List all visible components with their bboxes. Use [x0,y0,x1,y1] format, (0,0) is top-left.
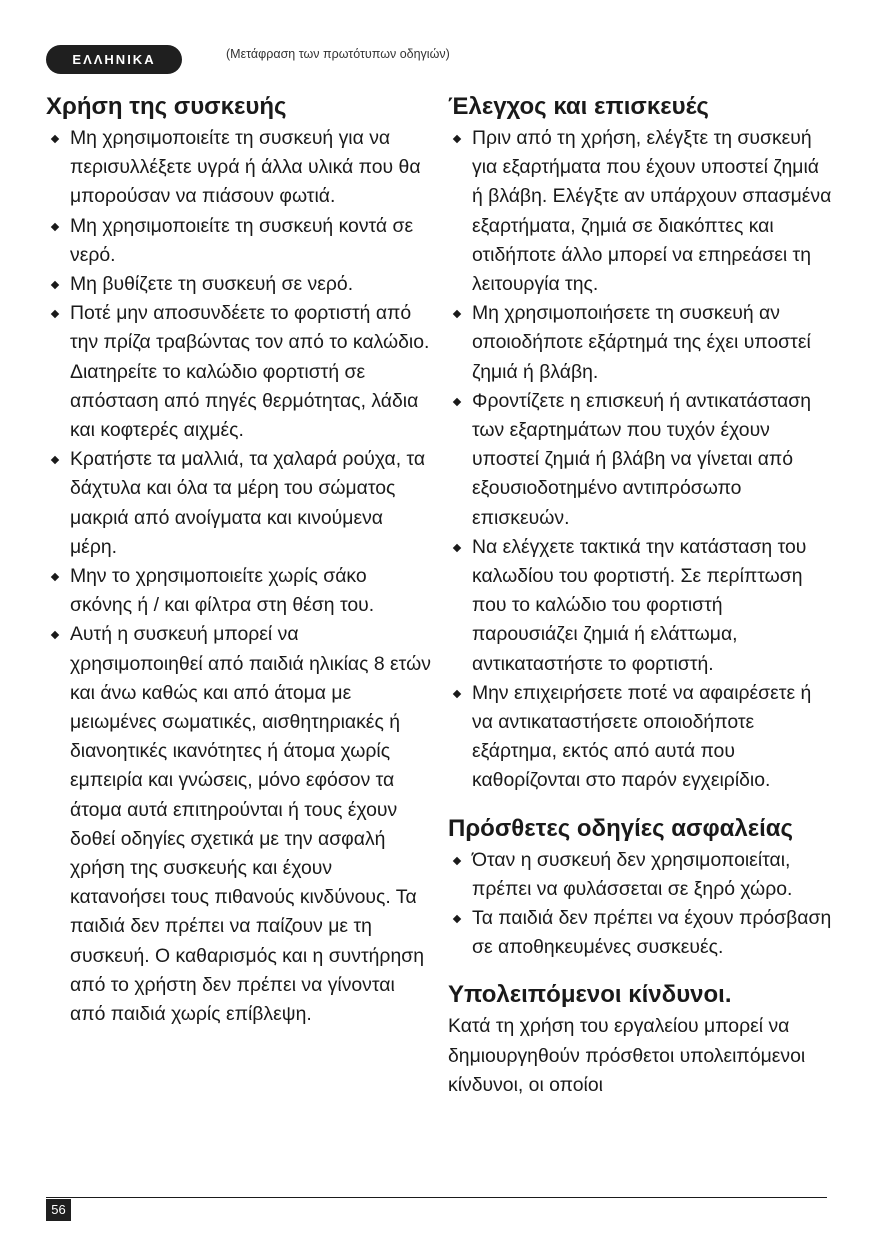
residual-risks-text: Κατά τη χρήση του εργαλείου μπορεί να δημιουργηθούν πρόσθετοι υπολειπόμενοι κίνδυνοι, οι οποίοι [448,1015,806,1096]
list-item [448,904,833,962]
list-item-text: Όταν η συσκευή δεν χρησιμοποιείται, πρέπει να φυλάσσεται σε ξηρό χώρο. [472,848,793,900]
section-title-residual-risks: Υπολειπόμενοι κίνδυνοι. [448,981,732,1009]
list-item-text: Μη χρησιμοποιείτε τη συσκευή για να περισυλλέξετε υγρά ή άλλα υλικά που θα μπορούσαν να πιάσουν φωτιά. [70,127,421,208]
left-column [46,90,431,1041]
diamond-bullet-icon [51,222,59,230]
section-appliance-use [46,90,431,1029]
diamond-bullet-icon [51,573,59,581]
list-item [448,124,833,299]
list-item-text: Κρατήστε τα μαλλιά, τα χαλαρά ρούχα, τα δάχτυλα και όλα τα μέρη του σώματος μακριά από ανοίγματα και κινούμενα μέρη. [70,448,426,558]
appliance-use-list [46,124,431,1029]
right-column [448,90,833,1112]
list-item [448,533,833,679]
translation-note: (Μετάφραση των πρωτότυπων οδηγιών) [226,47,450,61]
list-item [46,212,431,270]
additional-safety-list [448,846,833,963]
list-item [46,445,431,562]
diamond-bullet-icon [453,310,461,318]
list-item-text: Φροντίζετε η επισκευή ή αντικατάσταση των εξαρτημάτων που τυχόν έχουν υποστεί ζημιά ή βλάβη να γίνεται από εξουσιοδοτημένο αντιπρόσωπο επισκευών. [472,389,812,529]
section-title-checks-repairs: Έλεγχος και επισκευές [448,93,709,120]
diamond-bullet-icon [51,281,59,289]
section-additional-safety [448,812,833,963]
diamond-bullet-icon [51,631,59,639]
list-item-text: Μη βυθίζετε τη συσκευή σε νερό. [70,273,354,296]
list-item [448,299,833,387]
section-title-appliance-use: Χρήση της συσκευής [46,93,287,120]
list-item [448,679,833,796]
diamond-bullet-icon [453,544,461,552]
diamond-bullet-icon [453,690,461,698]
language-badge: ΕΛΛΗΝΙΚΑ [46,45,182,74]
page-number: 56 [46,1199,71,1221]
list-item [448,846,833,904]
list-item [46,270,431,299]
section-residual-risks [448,978,833,1100]
list-item [46,124,431,212]
list-item-text: Να ελέγχετε τακτικά την κατάσταση του καλωδίου του φορτιστή. Σε περίπτωση που το καλώδιο του φορτιστή παρουσιάζει ζημιά ή ελάττωμα, αντικαταστήστε το φορτιστή. [472,535,807,675]
diamond-bullet-icon [51,135,59,143]
diamond-bullet-icon [51,310,59,318]
checks-repairs-list [448,124,833,796]
list-item-text: Μη χρησιμοποιείτε τη συσκευή κοντά σε νερό. [70,214,414,266]
list-item-text: Μη χρησιμοποιήσετε τη συσκευή αν οποιοδήποτε εξάρτημά της έχει υποστεί ζημιά ή βλάβη. [472,302,811,383]
section-title-additional-safety: Πρόσθετες οδηγίες ασφαλείας [448,814,794,842]
list-item-text: Ποτέ μην αποσυνδέετε το φορτιστή από την πρίζα τραβώντας τον από το καλώδιο. Διατηρείτε το καλώδιο φορτιστή σε απόσταση από πηγές θερμότητας, λάδια και κοφτερές αιχμές. [70,302,430,442]
list-item [448,387,833,533]
footer-divider [46,1197,827,1198]
list-item-text: Μην επιχειρήσετε ποτέ να αφαιρέσετε ή να αντικαταστήσετε οποιοδήποτε εξάρτημα, εκτός από αυτά που καθορίζονται στο παρόν εγχειρίδιο. [472,681,812,792]
list-item [46,562,431,620]
diamond-bullet-icon [453,856,461,864]
list-item-text: Μην το χρησιμοποιείτε χωρίς σάκο σκόνης ή / και φίλτρα στη θέση του. [70,565,375,617]
list-item-text: Πριν από τη χρήση, ελέγξτε τη συσκευή για εξαρτήματα που έχουν υποστεί ζημιά ή βλάβη. Ελέγξτε αν υπάρχουν σπασμένα εξαρτήματα, ζημιά σε διακόπτες και οτιδήποτε άλλο μπορεί να επηρεάσει τη λειτουργία της. [472,127,832,296]
list-item-text: Τα παιδιά δεν πρέπει να έχουν πρόσβαση σε αποθηκευμένες συσκευές. [472,907,832,959]
diamond-bullet-icon [453,135,461,143]
list-item [46,299,431,445]
list-item [46,620,431,1029]
diamond-bullet-icon [453,398,461,406]
section-checks-repairs [448,90,833,796]
diamond-bullet-icon [51,456,59,464]
list-item-text: Αυτή η συσκευή μπορεί να χρησιμοποιηθεί από παιδιά ηλικίας 8 ετών και άνω καθώς και από άτομα με μειωμένες σωματικές, αισθητηριακές ή διανοητικές ικανότητες ή άτομα χωρίς εμπειρία και γνώσεις, μόνο εφόσον τα άτομα αυτά επιτηρούνται ή τους έχουν δοθεί οδηγίες σχετικά με την ασφαλή χρήση της συσκευής και έχουν κατανοήσει τους πιθανούς κινδύνους. Τα παιδιά δεν πρέπει να παίζουν με τη συσκευή. Ο καθαρισμός και η συντήρηση από το χρήστη δεν πρέπει να γίνονται από παιδιά χωρίς επίβλεψη. [70,623,431,1026]
diamond-bullet-icon [453,915,461,923]
